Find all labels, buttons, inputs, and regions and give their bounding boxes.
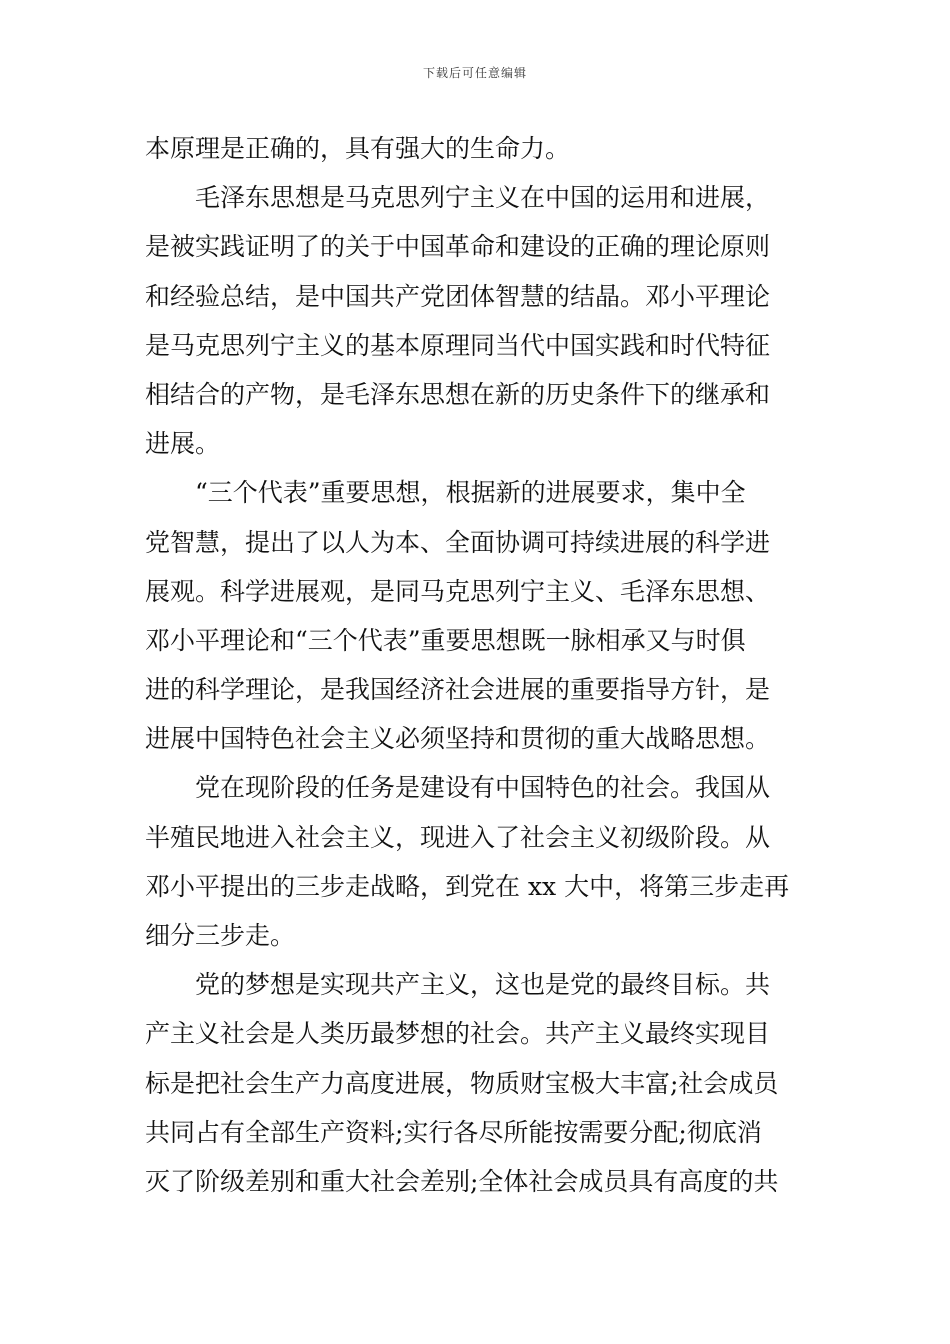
text-line: 进展。 <box>145 429 221 459</box>
text-line: 展观。科学进展观，是同马克思列宁主义、毛泽东思想、 <box>145 576 771 606</box>
text-line: 产主义社会是人类历最梦想的社会。共产主义最终实现目 <box>145 1019 771 1049</box>
text-line: 进的科学理论，是我国经济社会进展的重要指导方针，是 <box>145 675 771 705</box>
text-line: 标是把社会生产力高度进展，物质财宝极大丰富;社会成员 <box>145 1068 779 1098</box>
text-line: 邓小平提出的三步走战略，到党在 xx 大中，将第三步走再 <box>145 871 790 901</box>
document-body <box>145 124 807 1206</box>
text-line: 细分三步走。 <box>145 921 296 950</box>
text-line: 毛泽东思想是马克思列宁主义在中国的运用和进展， <box>145 183 771 213</box>
text-line: 是被实践证明了的关于中国革命和建设的正确的理论原则 <box>145 232 771 262</box>
text-line: 党的梦想是实现共产主义，这也是党的最终目标。共 <box>145 970 771 1000</box>
text-line: 党在现阶段的任务是建设有中国特色的社会。我国从 <box>145 773 771 803</box>
text-line: 灭了阶级差别和重大社会差别;全体社会成员具有高度的共 <box>145 1166 779 1196</box>
text-line: 党智慧，提出了以人为本、全面协调可持续进展的科学进 <box>145 527 771 557</box>
text-line: 半殖民地进入社会主义，现进入了社会主义初级阶段。从 <box>145 822 771 852</box>
text-line: “三个代表”重要思想，根据新的进展要求，集中全 <box>145 478 746 508</box>
text-line: 本原理是正确的，具有强大的生命力。 <box>145 134 571 163</box>
text-line: 和经验总结，是中国共产党团体智慧的结晶。邓小平理论 <box>145 281 771 311</box>
text-line: 进展中国特色社会主义必须坚持和贯彻的重大战略思想。 <box>145 724 771 754</box>
text-line: 共同占有全部生产资料;实行各尽所能按需要分配;彻底消 <box>145 1117 762 1147</box>
text-line: 是马克思列宁主义的基本原理同当代中国实践和时代特征 <box>145 330 771 360</box>
page-header: 下载后可任意编辑 <box>422 66 527 80</box>
text-line: 邓小平理论和“三个代表”重要思想既一脉相承又与时俱 <box>145 625 746 655</box>
text-line: 相结合的产物，是毛泽东思想在新的历史条件下的继承和 <box>145 379 771 409</box>
